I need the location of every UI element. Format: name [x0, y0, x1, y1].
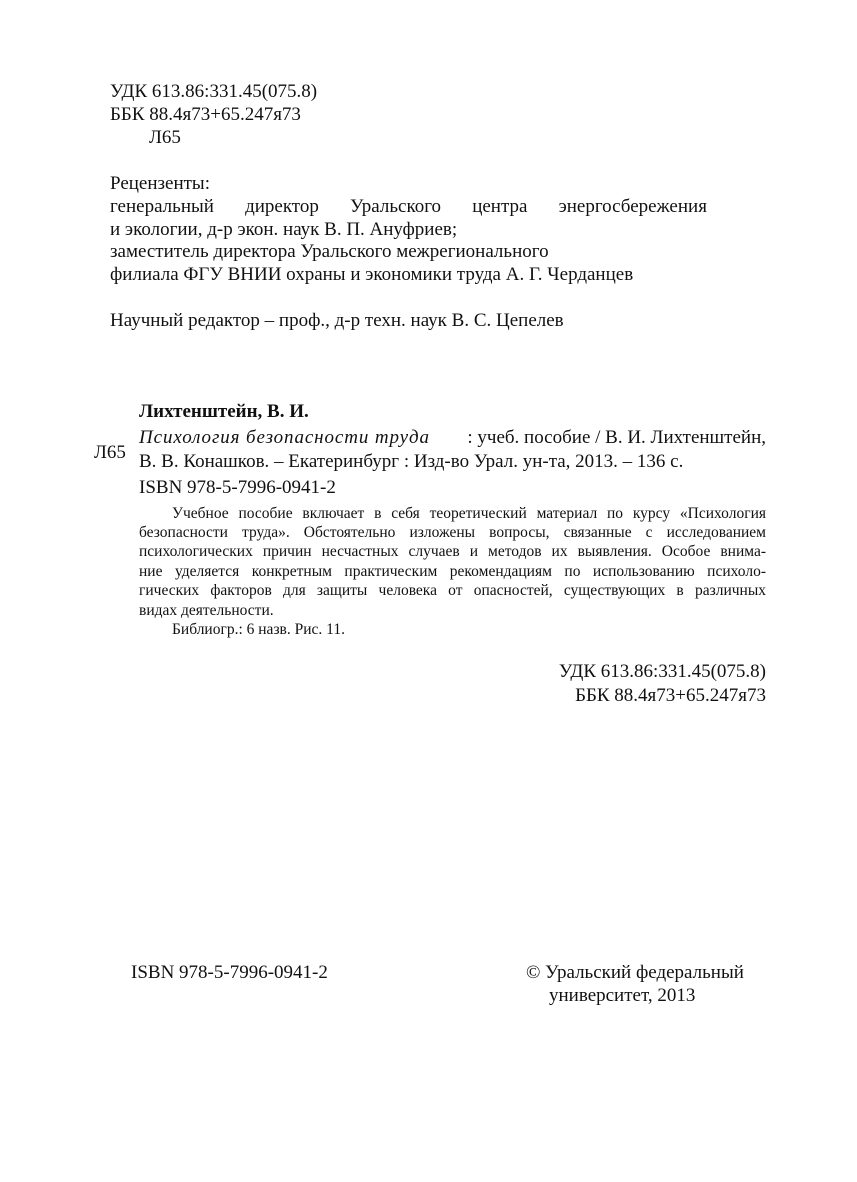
scientific-editor: Научный редактор – проф., д-р техн. наук В. С. Цепелев	[110, 310, 564, 331]
copyright-line-1: © Уральский федеральный	[526, 962, 744, 983]
card-publication-line: В. В. Конашков. – Екатеринбург : Изд-во Урал. ун-та, 2013. – 136 с.	[139, 451, 684, 472]
bottom-isbn: ISBN 978-5-7996-0941-2	[131, 962, 328, 983]
reviewer-word: энергосбережения	[558, 196, 707, 217]
annotation-last-line: видах деятельности.	[139, 602, 274, 619]
reviewer-line-3: заместитель директора Уральского межрегионального	[110, 241, 549, 262]
card-title-line	[139, 426, 766, 449]
reviewer-word: директор	[245, 196, 319, 217]
card-author-sign: Л65	[94, 442, 126, 463]
annotation-line: ние уделяется конкретным практическим рекомендациям по использованию психоло-	[139, 563, 766, 580]
author-sign: Л65	[149, 127, 181, 148]
bbk-code: ББК 88.4я73+65.247я73	[110, 104, 301, 125]
annotation-line: безопасности труда». Обстоятельно изложены вопросы, связанные с исследованием	[139, 524, 766, 541]
reviewer-line-2: и экологии, д-р экон. наук В. П. Ануфриев;	[110, 219, 458, 240]
reviewer-word: Уральского	[350, 196, 442, 217]
reviewer-line-4: филиала ФГУ ВНИИ охраны и экономики труда А. Г. Черданцев	[110, 264, 634, 285]
annotation-line: психологических причин несчастных случаев и методов их выявления. Особое внима-	[139, 543, 766, 560]
card-isbn: ISBN 978-5-7996-0941-2	[139, 477, 336, 498]
copyright-line-2: университет, 2013	[549, 985, 696, 1006]
footer-udk: УДК 613.86:331.45(075.8)	[558, 661, 766, 682]
reviewer-line-1	[110, 195, 707, 218]
annotation-bibliography: Библиогр.: 6 назв. Рис. 11.	[172, 621, 345, 638]
reviewers-heading: Рецензенты:	[110, 173, 210, 194]
card-author: Лихтенштейн, В. И.	[139, 401, 309, 422]
card-title: Психология безопасности труда	[139, 427, 430, 448]
footer-bbk: ББК 88.4я73+65.247я73	[575, 685, 766, 706]
annotation-line: гических факторов для защиты человека от опасностей, существующих в различных	[139, 582, 766, 599]
annotation-line: Учебное пособие включает в себя теоретический материал по курсу «Психология	[172, 505, 766, 522]
reviewer-word: генеральный	[110, 196, 214, 217]
udk-code: УДК 613.86:331.45(075.8)	[110, 81, 318, 102]
reviewer-word: центра	[472, 196, 528, 217]
card-title-rest: : учеб. пособие / В. И. Лихтенштейн,	[462, 427, 766, 448]
